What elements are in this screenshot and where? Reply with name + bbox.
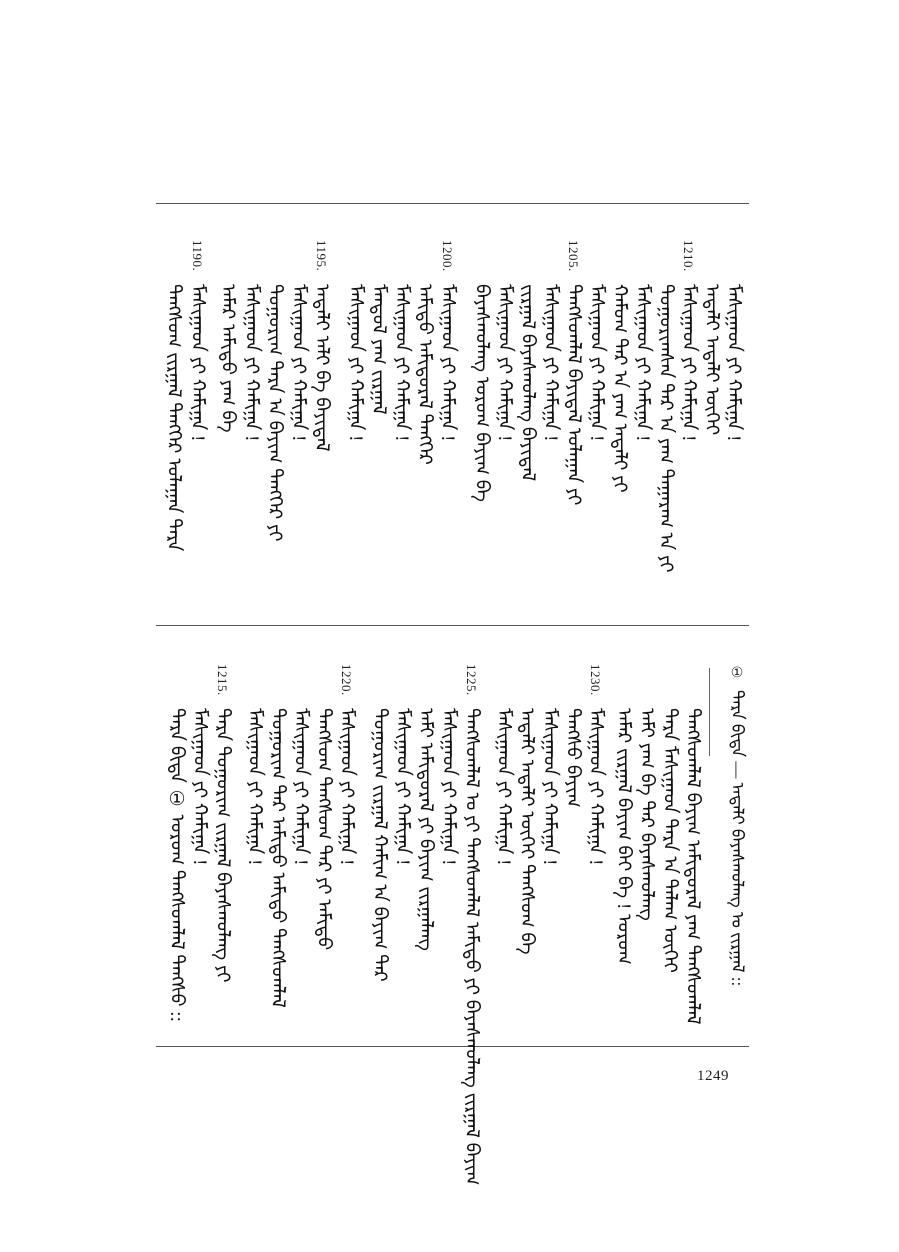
verse-line: ᠲᠣᠭᠣᠷᠢᠭᠰᠠᠨ ᠲᠠᠷ ᠠ ᠶᠠᠭ ᠲᠠᠭᠠᠷᠠᠭ ᠠ ᠶᠢ — [655, 284, 676, 573]
upper-column-23 — [186, 240, 208, 441]
verse-line: ᠮᠠᠰᠢᠭᠠᠳ ᠶᠢ ᠬᠠᠮᠢᠭᠠ ! — [345, 284, 366, 442]
lower-column-15 — [335, 664, 357, 865]
top-rule — [156, 203, 749, 204]
middle-rule — [156, 625, 749, 626]
upper-column-12 — [470, 240, 492, 502]
lower-column-19 — [243, 664, 265, 865]
verse-line: ᠮᠠᠰᠢᠭᠠᠳ ᠶᠢ ᠬᠠᠮᠢᠭᠠ ! — [585, 708, 606, 866]
verse-line: ᠮᠠᠰᠢᠭᠠᠳ ᠶᠢ ᠬᠠᠮᠢᠭᠠ ! — [290, 708, 311, 866]
lower-column-9 — [492, 664, 514, 865]
upper-column-2 — [700, 240, 722, 435]
lower-column-14 — [368, 664, 390, 982]
verse-line: ᠲᠣᠭᠣᠷᠢᠭ ᠵᠢᠷᠭᠠᠯ ᠬᠠᠮᠢᠭ ᠠ ᠪᠠᠶᠢᠭ ᠲᠠᠷ — [369, 708, 390, 982]
verse-line: ᠠᠮᠠᠷ ᠠᠮᠢᠳᠤ ᠶᠠᠭ ᠪᠡ — [217, 284, 238, 433]
footnote-separator — [709, 668, 710, 756]
lower-column-22 — [165, 664, 187, 1022]
verse-line: ᠲᠠᠩᠰᠤᠭᠯᠠᠯ ᠤ ᠶᠢ ᠲᠠᠩᠰᠤᠭᠯᠠᠯ ᠠᠮᠢᠳᠤ ᠶᠢ ᠪᠠᠶᠠᠰᠬᠤᠯᠠᠩ ᠵᠢᠷᠭᠠᠯ ᠪᠠᠶᠢᠭ — [461, 708, 482, 1186]
upper-column-3 — [677, 240, 699, 441]
upper-column-8 — [562, 240, 584, 505]
lower-column-6 — [561, 664, 583, 808]
verse-line: ᠠᠳᠠᠯᠢ ᠠᠳᠠᠯᠢ ᠦᠭᠡᠢ — [701, 284, 722, 436]
verse-line: ᠪᠠᠶᠠᠰᠬᠤᠯᠠᠩ ᠤᠷᠤᠭ ᠪᠠᠶᠢᠭ ᠪᠡ — [471, 284, 492, 502]
verse-line: ᠮᠠᠰᠢᠭᠠᠳ ᠶᠢ ᠬᠠᠮᠢᠭᠠ ! — [586, 284, 607, 442]
verse-line: ᠮᠠᠰᠢᠭᠠᠳ ᠶᠢ ᠬᠠᠮᠢᠭᠠ ! — [391, 284, 412, 442]
verse-line: ᠮᠠᠰᠢᠭᠠᠳ ᠶᠢ ᠬᠠᠮᠢᠭᠠ ! — [540, 284, 561, 442]
verse-line: ᠲᠠᠩᠰᠤᠭᠯᠠᠯ ᠪᠠᠶᠢᠭ ᠠᠮᠢᠳᠤᠷᠠᠯ ᠶᠠᠭ ᠲᠠᠩᠰᠤᠭᠯᠠᠯ — [682, 708, 703, 1025]
verse-line: ᠮᠠᠰᠢᠭᠠᠳ ᠶᠢ ᠬᠠᠮᠢᠭᠠ ! — [189, 708, 210, 866]
lower-column-18 — [266, 664, 288, 1008]
verse-line: ᠮᠠᠰᠢᠭᠠᠳ ᠶᠢ ᠬᠠᠮᠢᠭᠠ ! — [632, 284, 653, 442]
lower-column-10 — [460, 664, 482, 1185]
upper-column-1 — [722, 240, 744, 441]
verse-line: ᠵᠢᠷᠭᠠᠯ ᠪᠠᠶᠠᠰᠬᠤᠯᠠᠩ ᠪᠠᠶᠢᠳᠠᠯ — [517, 284, 538, 482]
line-number: 1230. — [588, 664, 603, 696]
line-number: 1200. — [440, 240, 455, 272]
upper-column-10 — [516, 240, 538, 481]
verse-line: ᠮᠠᠰᠢᠭᠠᠳ ᠶᠢ ᠬᠠᠮᠢᠭᠠ ! — [187, 284, 208, 442]
lower-column-3 — [635, 664, 657, 921]
lower-column-5 — [584, 664, 606, 865]
verse-line: ᠮᠠᠰᠢᠭᠠᠳ ᠶᠢ ᠬᠠᠮᠢᠭᠠ ! — [494, 284, 515, 442]
verse-line: ᠮᠠᠰᠢᠭᠠᠳ ᠶᠢ ᠬᠠᠮᠢᠭᠠ ! — [336, 708, 357, 866]
verse-line: ᠠᠮᠢ ᠶᠠᠭ ᠪᠡ ᠲᠠᠷ ᠪᠠᠶᠠᠰᠬᠤᠯᠠᠩ — [636, 708, 657, 921]
footnote-text: ᠲᠡᠷᠡ ᠪᠢᠳᠡ — ᠠᠳᠠᠯᠢ ᠪᠠᠶᠠᠰᠬᠤᠯᠠᠩ ᠤ ᠵᠢᠷᠭᠠᠯ :: — [728, 690, 747, 987]
upper-column-21 — [240, 240, 262, 441]
lower-column-1 — [681, 664, 703, 1025]
verse-line: ᠠᠳᠠᠯᠢ ᠠᠳᠠᠯᠢ ᠦᠭᠡᠢ ᠲᠠᠩᠰᠤᠭ ᠪᠡ — [516, 708, 537, 955]
line-number: 1205. — [566, 240, 581, 272]
lower-column-8 — [515, 664, 537, 955]
upper-column-4 — [654, 240, 676, 572]
upper-column-16 — [367, 240, 389, 415]
lower-column-16 — [312, 664, 334, 950]
line-number: 1225. — [464, 664, 479, 696]
lower-column-17 — [289, 664, 311, 865]
lower-column-11 — [437, 664, 459, 865]
verse-line: ᠮᠠᠰᠢᠭᠠᠳ ᠶᠢ ᠬᠠᠮᠢᠭᠠ ! — [288, 284, 309, 442]
line-number: 1215. — [215, 664, 230, 696]
verse-line: ᠲᠣᠭᠣᠷᠢᠭ ᠲᠠᠷ ᠠᠮᠢᠳᠤ ᠠᠮᠢᠳᠤ ᠲᠠᠩᠰᠤᠭᠯᠠᠯ — [267, 708, 288, 1008]
page-number: 1249 — [697, 1068, 729, 1084]
verse-line: ᠮᠠᠨᠳᠤᠯ ᠶᠠᠭ ᠵᠢᠷᠭᠠᠯ — [368, 284, 389, 415]
lower-column-21 — [188, 664, 210, 865]
upper-column-22 — [216, 240, 238, 433]
upper-column-19 — [287, 240, 309, 441]
lower-column-7 — [538, 664, 560, 865]
verse-line: ᠠᠮᠢᠳᠤ ᠠᠮᠢᠳᠤᠷᠠᠯ ᠲᠡᠩᠭᠡᠷ — [414, 284, 435, 465]
verse-line: ᠠᠮᠢ ᠠᠮᠢᠳᠤᠷᠠᠯ ᠶᠢ ᠪᠠᠶᠢᠭ ᠵᠢᠷᠭᠠᠯᠠᠩ — [415, 708, 436, 952]
lower-column-4 — [612, 664, 634, 965]
verse-line: ᠠᠮᠠᠷ ᠵᠢᠷᠭᠠᠯ ᠪᠠᠶᠢᠭ ᠪᠡᠢ ᠪᠡ ! ᠤᠷᠤᠭ — [613, 708, 634, 965]
lower-column-2 — [658, 664, 680, 973]
verse-line: ᠮᠠᠰᠢᠭᠠᠳ ᠶᠢ ᠬᠠᠮᠢᠭᠠ ! — [437, 284, 458, 442]
verse-line: ᠮᠠᠰᠢᠭᠠᠳ ᠶᠢ ᠬᠠᠮᠢᠭᠠ ! — [678, 284, 699, 442]
lower-column-13 — [391, 664, 413, 865]
footnote-marker: ① — [730, 665, 744, 681]
verse-line: ᠮᠠᠰᠢᠭᠠᠳ ᠶᠢ ᠬᠠᠮᠢᠭᠠ ! — [244, 708, 265, 866]
verse-line: ᠲᠠᠩᠰᠤᠭ ᠲᠠᠩᠰᠤᠭ ᠲᠠᠷ ᠶᠢ ᠠᠮᠢᠳᠤ — [313, 708, 334, 951]
lower-column-12 — [414, 664, 436, 951]
verse-line: ᠲᠣᠭᠣᠷᠢᠭ ᠲᠡᠷᠡ ᠠ ᠪᠠᠶᠢᠭ ᠲᠡᠩᠭᠡᠷ ᠶᠢ — [264, 284, 285, 542]
line-number: 1210. — [681, 240, 696, 272]
verse-line: ᠮᠠᠰᠢᠭᠠᠳ ᠶᠢ ᠬᠠᠮᠢᠭᠠ ! — [539, 708, 560, 866]
upper-column-9 — [539, 240, 561, 441]
upper-column-18 — [310, 240, 332, 452]
verse-line: ᠮᠠᠰᠢᠭᠠᠳ ᠶᠢ ᠬᠠᠮᠢᠭᠠ ! — [493, 708, 514, 866]
verse-line: ᠮᠠᠰᠢᠭᠠᠳ ᠶᠢ ᠬᠠᠮᠢᠭᠠ ! — [392, 708, 413, 866]
upper-column-15 — [390, 240, 412, 441]
verse-line: ᠲᠠᠩᠰᠤᠭ ᠵᠢᠷᠭᠠᠯ ᠲᠡᠩᠭᠡᠷ ᠤᠯᠠᠭᠠᠨ ᠲᠡᠷᠡ — [163, 284, 184, 552]
verse-line: ᠬᠠᠮᠤᠭ ᠲᠠᠷ ᠠ ᠶᠠᠭ ᠠᠳᠠᠯᠢ ᠶᠢ — [609, 284, 630, 493]
verse-line: ᠲᠡᠷᠡ ᠪᠢᠳᠡ ① ᠤᠷᠤᠭ ᠲᠠᠩᠰᠤᠭᠯᠠᠯ ᠲᠠᠩᠰᠤ :: — [166, 708, 187, 1022]
upper-column-14 — [413, 240, 435, 465]
line-number: 1195. — [314, 240, 329, 272]
verse-line: ᠠᠳᠠᠯᠢ ᠠᠯᠢ ᠪᠡ ᠪᠠᠶᠢᠳᠠᠯ — [311, 284, 332, 452]
upper-column-20 — [263, 240, 285, 542]
footnote — [726, 664, 748, 986]
verse-line: ᠲᠠᠩᠰᠤ ᠪᠠᠶᠢᠭ — [562, 708, 583, 808]
verse-line: ᠲᠡᠷᠡ ᠮᠠᠰᠢᠭᠠᠳ ᠲᠡᠷᠡ ᠠ ᠲᠠᠯᠠᠭ ᠦᠭᠡᠢ — [659, 708, 680, 973]
bottom-rule — [156, 1046, 749, 1047]
verse-line: ᠲᠠᠩᠰᠤᠭᠯᠠᠯ ᠪᠠᠶᠢᠳᠠᠯ ᠤᠯᠠᠭᠠᠨ ᠶᠢ — [563, 284, 584, 506]
lower-column-20 — [211, 664, 233, 983]
upper-column-11 — [493, 240, 515, 441]
line-number: 1190. — [190, 240, 205, 272]
upper-column-24 — [162, 240, 184, 551]
upper-column-5 — [631, 240, 653, 441]
verse-line: ᠮᠠᠰᠢᠭᠠᠳ ᠶᠢ ᠬᠠᠮᠢᠭᠠ ! — [438, 708, 459, 866]
line-number: 1220. — [339, 664, 354, 696]
upper-column-13 — [436, 240, 458, 441]
upper-column-17 — [344, 240, 366, 441]
verse-line: ᠮᠠᠰᠢᠭᠠᠳ ᠶᠢ ᠬᠠᠮᠢᠭᠠ ! — [723, 284, 744, 442]
upper-column-6 — [608, 240, 630, 493]
upper-column-7 — [585, 240, 607, 441]
verse-line: ᠲᠡᠷᠡ ᠲᠣᠭᠣᠷᠢᠭ ᠵᠢᠷᠭᠠᠯ ᠪᠠᠶᠠᠰᠬᠤᠯᠠᠩ ᠶᠢ — [212, 708, 233, 983]
verse-line: ᠮᠠᠰᠢᠭᠠᠳ ᠶᠢ ᠬᠠᠮᠢᠭᠠ ! — [241, 284, 262, 442]
